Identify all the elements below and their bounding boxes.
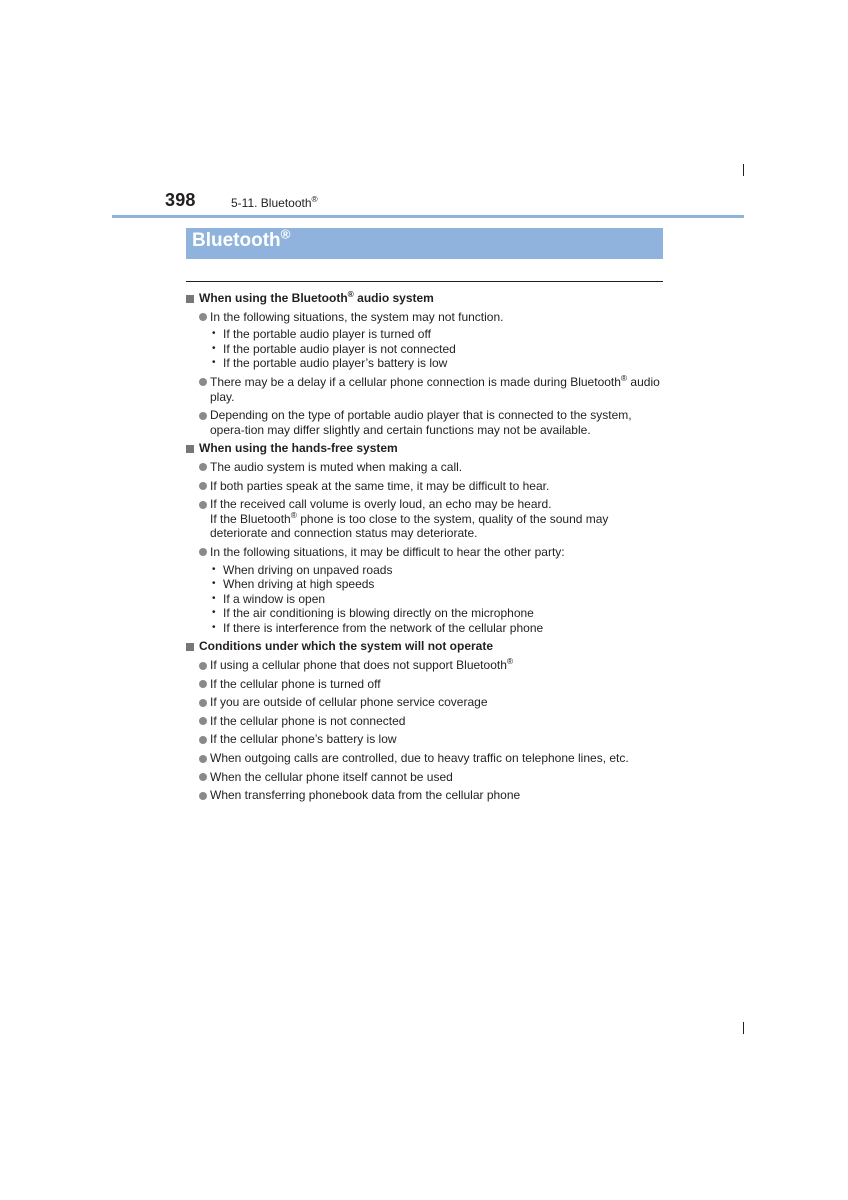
- sub-heading-conditions: [186, 639, 663, 654]
- item-text-wrapper: [210, 658, 663, 673]
- small-bullet-icon: •: [212, 607, 216, 619]
- sub-list: [210, 327, 663, 371]
- sub-list-item: [210, 577, 663, 592]
- round-bullet-icon: [199, 736, 207, 744]
- round-bullet-icon: [199, 313, 207, 321]
- sub-heading-text-suffix: audio system: [353, 291, 434, 305]
- sub-list-item: [210, 356, 663, 371]
- sub-list: [210, 563, 663, 636]
- crop-mark-top: [743, 164, 744, 176]
- item-text: When the cellular phone itself cannot be used: [210, 769, 453, 784]
- list-item: [186, 695, 663, 710]
- sub-list-text: When driving on unpaved roads: [223, 562, 393, 577]
- item-text: In the following situations, it may be difficult to hear the other party:: [210, 544, 565, 559]
- round-bullet-icon: [199, 773, 207, 781]
- small-bullet-icon: •: [212, 563, 216, 575]
- item-text: If the cellular phone’s battery is low: [210, 732, 397, 747]
- list-item: [186, 658, 663, 673]
- small-bullet-icon: •: [212, 328, 216, 340]
- item-text-line2-start: If the Bluetooth: [210, 511, 291, 526]
- small-bullet-icon: •: [212, 357, 216, 369]
- round-bullet-icon: [199, 699, 207, 707]
- round-bullet-icon: [199, 755, 207, 763]
- sub-heading-text: When using the Bluetooth: [199, 291, 348, 305]
- list-item: [186, 372, 663, 404]
- sub-list-text: If the air conditioning is blowing directly on the microphone: [223, 606, 534, 621]
- list-item: [186, 732, 663, 747]
- item-text: When outgoing calls are controlled, due to heavy traffic on telephone lines, etc.: [210, 751, 629, 766]
- round-bullet-icon: [199, 680, 207, 688]
- sub-list-text: If a window is open: [223, 591, 326, 606]
- sub-list-text: If the portable audio player is turned off: [223, 327, 431, 342]
- square-bullet-icon: [186, 445, 194, 453]
- crop-mark-bottom: [743, 1022, 744, 1034]
- sub-list-text: If the portable audio player’s battery is low: [223, 356, 448, 371]
- sub-list-text: When driving at high speeds: [223, 577, 375, 592]
- section-title-text: Bluetooth: [192, 230, 281, 251]
- sub-list-text: If the portable audio player is not connected: [223, 341, 456, 356]
- list-item: [186, 770, 663, 785]
- item-text: In the following situations, the system may not function.: [210, 309, 504, 324]
- sub-heading-text: Conditions under which the system will not operate: [199, 639, 494, 654]
- list-item: [186, 408, 663, 437]
- sub-heading-hands-free: [186, 441, 663, 456]
- item-text-line2: [210, 509, 663, 541]
- item-text-after: audio play.: [210, 374, 660, 404]
- small-bullet-icon: •: [212, 621, 216, 633]
- list-item: [186, 545, 663, 636]
- round-bullet-icon: [199, 412, 207, 420]
- section-title: [192, 226, 291, 252]
- small-bullet-icon: •: [212, 342, 216, 354]
- round-bullet-icon: [199, 463, 207, 471]
- small-bullet-icon: •: [212, 592, 216, 604]
- item-text: When transferring phonebook data from the cellular phone: [210, 788, 521, 803]
- item-text: If the cellular phone is not connected: [210, 713, 406, 728]
- list-item: [186, 788, 663, 803]
- item-text-wrapper: [210, 372, 663, 404]
- item-text: If the received call volume is overly loud, an echo may be heard.: [210, 497, 552, 512]
- small-bullet-icon: •: [212, 578, 216, 590]
- running-head-text: 5-11. Bluetooth: [231, 196, 312, 210]
- square-bullet-icon: [186, 643, 194, 651]
- running-head: [231, 196, 318, 210]
- item-text: There may be a delay if a cellular phone connection is made during Bluetooth: [210, 374, 621, 389]
- header-rule: [112, 215, 744, 218]
- page-number: 398: [165, 190, 196, 210]
- item-text: Depending on the type of portable audio player that is connected to the system, opera-tion may differ slightly and certain functions may not be available.: [210, 408, 632, 437]
- sub-list-item: [210, 327, 663, 342]
- round-bullet-icon: [199, 662, 207, 670]
- list-item: [186, 677, 663, 692]
- round-bullet-icon: [199, 548, 207, 556]
- registered-mark: ®: [311, 194, 318, 204]
- sub-list-item: [210, 606, 663, 621]
- item-text-line2-after: phone is too close to the system, quality of the sound may deteriorate and connection status may deteriorate.: [210, 511, 609, 541]
- round-bullet-icon: [199, 482, 207, 490]
- registered-mark: ®: [280, 226, 291, 242]
- list-item: [186, 479, 663, 494]
- item-text: If you are outside of cellular phone service coverage: [210, 695, 488, 710]
- round-bullet-icon: [199, 792, 207, 800]
- item-text: The audio system is muted when making a call.: [210, 459, 463, 474]
- sub-heading-audio-system: [186, 291, 663, 306]
- sub-list-item: [210, 342, 663, 357]
- item-text: If using a cellular phone that does not support Bluetooth: [210, 658, 507, 673]
- square-bullet-icon: [186, 295, 194, 303]
- sub-list-item: [210, 563, 663, 578]
- round-bullet-icon: [199, 378, 207, 386]
- section-banner: [186, 228, 663, 259]
- list-item: [186, 497, 663, 541]
- round-bullet-icon: [199, 501, 207, 509]
- registered-mark: ®: [347, 289, 354, 299]
- content: [186, 288, 663, 807]
- list-item: [186, 714, 663, 729]
- sub-heading-text: When using the hands-free system: [199, 441, 398, 456]
- registered-mark: ®: [290, 509, 297, 520]
- registered-mark: ®: [506, 656, 514, 667]
- list-item: [186, 310, 663, 371]
- list-item: [186, 751, 663, 766]
- sub-list-text: If there is interference from the network of the cellular phone: [223, 620, 544, 635]
- registered-mark: ®: [620, 372, 628, 383]
- sub-list-item: [210, 592, 663, 607]
- item-text: If the cellular phone is turned off: [210, 676, 381, 691]
- section-rule: [186, 281, 663, 282]
- list-item: [186, 460, 663, 475]
- sub-list-item: [210, 621, 663, 636]
- item-text: If both parties speak at the same time, it may be difficult to hear.: [210, 478, 550, 493]
- round-bullet-icon: [199, 717, 207, 725]
